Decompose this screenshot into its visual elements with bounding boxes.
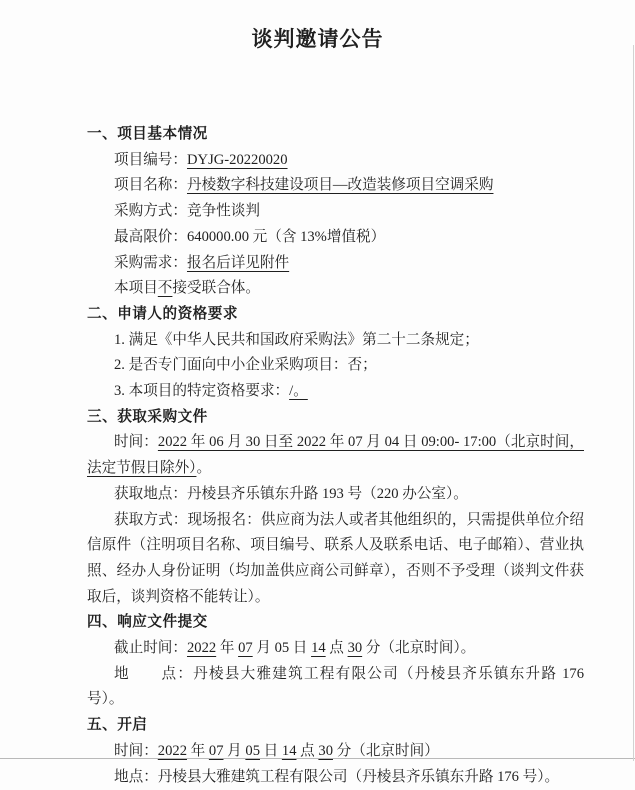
paragraph (87, 276, 584, 302)
underlined-text: 不 (157, 280, 173, 297)
paragraph (87, 379, 584, 405)
section (87, 122, 584, 302)
section (87, 405, 584, 611)
text: 获取地点：丹棱县齐乐镇东升路 193 号（220 办公室）。 (114, 485, 468, 502)
text: 分（北京时间） (332, 742, 439, 759)
page-title: 谈判邀请公告 (251, 27, 384, 51)
text: 采购方式：竞争性谈判 (114, 203, 260, 220)
underlined-text: 14 (281, 742, 297, 759)
text: 2. 是否专门面向中小企业采购项目：否； (114, 357, 377, 374)
section (87, 713, 584, 790)
text: 地点：丹棱县大雅建筑工程有限公司（丹棱县齐乐镇东升路 176 号）。 (114, 768, 560, 785)
underlined-text: DYJG-20220020 (186, 151, 288, 168)
text: 。 (196, 460, 212, 477)
paragraph (87, 173, 584, 199)
underlined-text: 2022 (157, 742, 187, 759)
paragraph (87, 353, 584, 379)
text: 截止时间： (114, 640, 187, 657)
scan-edge-bottom (0, 758, 635, 759)
section (87, 610, 584, 713)
text: 采购需求： (114, 254, 187, 271)
text: 日 (259, 742, 282, 759)
paragraph (87, 765, 584, 790)
text: 接受联合体。 (172, 280, 260, 297)
paragraph (87, 199, 584, 225)
paragraph (87, 328, 584, 354)
paragraph (87, 508, 584, 611)
underlined-text: 2022 (186, 640, 217, 657)
text: 分（北京时间）。 (362, 640, 476, 657)
underlined-text: 14 (311, 640, 326, 657)
section-heading: 三、获取采购文件 (87, 408, 208, 425)
paragraph (87, 636, 584, 662)
text: 项目名称： (114, 177, 187, 194)
paragraph (87, 739, 584, 765)
text: 获取方式：现场报名：供应商为法人或者其他组织的，只需提供单位介绍信原件（注明项目名称、项目编号、联系人及联系电话、电子邮箱）、营业执照、经办人身份证明（均加盖供应商公司鲜章），否则不予受理（谈判文件获取后，谈判资格不能转让）。 (87, 511, 584, 605)
text: 年 (216, 640, 239, 657)
paragraph (87, 225, 584, 251)
section (87, 302, 584, 405)
underlined-text: 07 (238, 640, 253, 657)
text: 本项目 (114, 280, 158, 297)
text: 地 点：丹棱县大雅建筑工程有限公司（丹棱县齐乐镇东升路 176 号）。 (87, 665, 584, 708)
section-heading: 五、开启 (87, 717, 148, 734)
text: 点 (296, 742, 319, 759)
text: 最高限价：640000.00 元（含 13%增值税） (114, 228, 386, 245)
underlined-text: 报名后详见附件 (186, 254, 290, 271)
underlined-text: 05 (245, 742, 260, 759)
text: 时间： (114, 742, 158, 759)
text: 点 (325, 640, 348, 657)
underlined-text: 丹棱数字科技建设项目—改造装修项目空调采购 (186, 177, 494, 194)
text: 时间： (114, 434, 158, 451)
section-heading: 四、响应文件提交 (87, 614, 208, 631)
document-body (0, 122, 635, 790)
text: 月 (223, 742, 246, 759)
paragraph (87, 662, 584, 713)
section-heading: 二、申请人的资格要求 (87, 305, 238, 322)
text: 项目编号： (114, 151, 187, 168)
underlined-text: /。 (289, 383, 308, 400)
paragraph (87, 482, 584, 508)
text: 3. 本项目的特定资格要求： (114, 383, 290, 400)
underlined-text: 2022 年 06 月 30 日至 2022 年 07 月 04 日 09:00- 17:00（北京时间，法定节假日除外） (87, 434, 584, 477)
paragraph (87, 148, 584, 174)
text: 年 (186, 742, 209, 759)
underlined-text: 30 (347, 640, 363, 657)
text: 1. 满足《中华人民共和国政府采购法》第二十二条规定； (114, 331, 479, 348)
paragraph (87, 251, 584, 277)
section-heading: 一、项目基本情况 (87, 126, 208, 142)
text: 月 05 日 (252, 640, 312, 657)
paragraph (87, 430, 584, 481)
scan-edge-right (633, 45, 634, 761)
underlined-text: 07 (208, 742, 224, 759)
underlined-text: 30 (318, 742, 333, 759)
